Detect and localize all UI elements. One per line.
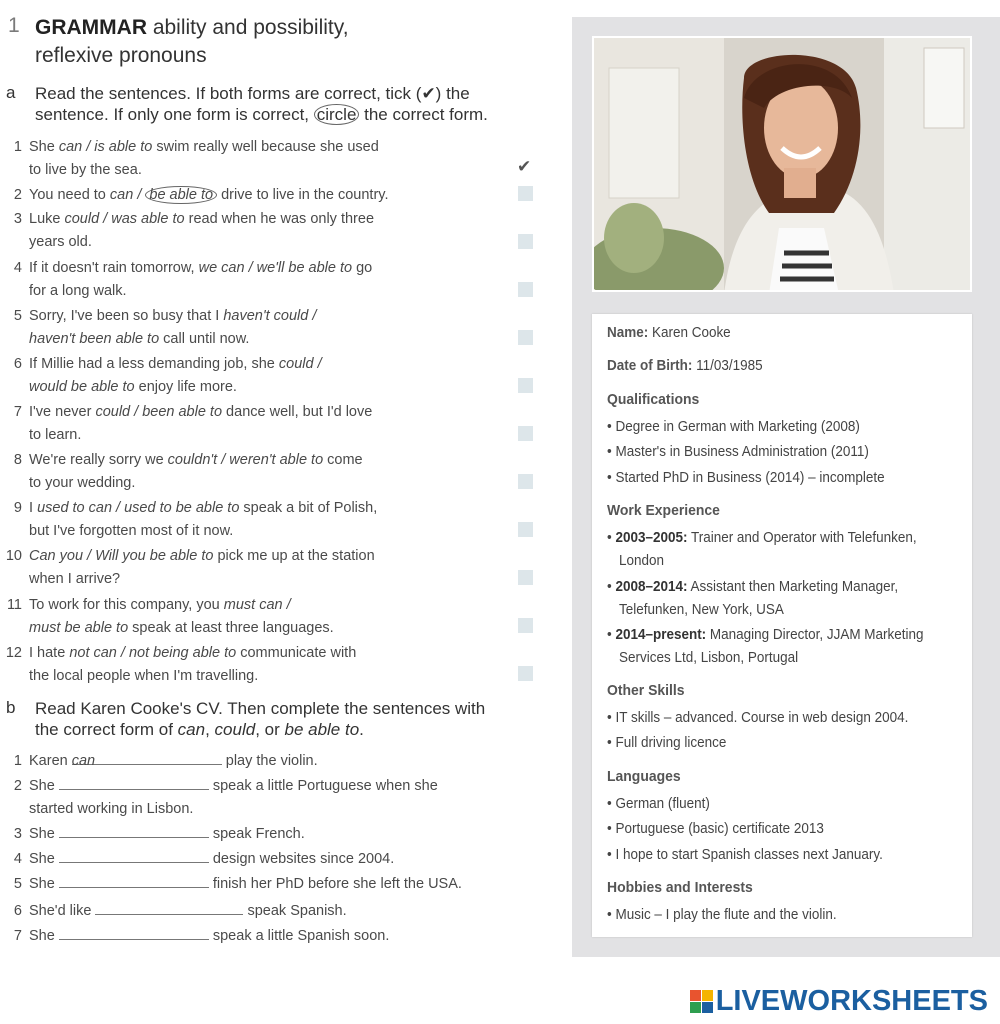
item-number: 2 [13,778,22,794]
bullet-text: Degree in German with Marketing (2008) [615,419,860,435]
item-line-2 [29,665,469,688]
plain-text: She [29,778,59,794]
plain-text: I hate [29,645,70,661]
item-line-2 [29,376,469,399]
bullet-icon: • [607,530,616,546]
word-be-able-to: be able to [284,720,360,739]
work-desc: Managing Director, JJAM Marketing [706,627,924,643]
item-number: 9 [13,500,22,516]
option-text: we can / we'll be able to [198,260,353,276]
plain-text: She [29,851,59,867]
work-item [607,579,898,595]
plain-text: She [29,876,59,892]
word-or: , or [255,720,285,739]
plain-text: She'd like [29,903,96,919]
option-text: haven't could / [223,308,317,324]
bullet-text: Portuguese (basic) certificate 2013 [615,821,824,837]
qualification-item [607,444,869,460]
part-b-letter: b [6,698,16,717]
option-text: must can / [223,597,291,613]
answer-blank[interactable] [59,823,209,838]
section-number: 1 [8,14,20,37]
part-b-instruction [35,698,545,740]
answer-blank[interactable] [95,900,243,915]
plain-text: Karen [29,753,72,769]
woman-portrait-image [594,38,972,292]
item-text [29,925,469,948]
answer-blank[interactable] [59,775,209,790]
item-number: 6 [13,356,22,372]
bullet-icon: • [607,847,616,863]
work-item-line2: London [619,553,665,569]
tick-box[interactable] [518,378,533,393]
plain-text: If it doesn't rain tomorrow, [29,260,199,276]
plain-text: speak a little Spanish soon. [208,928,390,944]
bullet-icon: • [607,470,616,486]
item-number: 8 [13,452,22,468]
tick-box[interactable] [518,234,533,249]
cv-dob-value: 11/03/1985 [692,358,763,374]
item-text [29,305,469,351]
circled-option: be able to [145,186,217,204]
tick-box[interactable] [518,282,533,297]
plain-text: to your wedding. [29,475,136,491]
cv-name-value: Karen Cooke [648,325,731,341]
option-text: haven't been able to [29,331,160,347]
part-b-instruction-line2: the correct form of [35,720,178,739]
part-b-instruction-line1: Read Karen Cooke's CV. Then complete the sentences with [35,699,486,718]
item-text [29,136,469,182]
plain-text: speak at least three languages. [128,620,334,636]
skills-heading: Other Skills [607,682,685,699]
part-a-instruction-line1: Read the sentences. If both forms are correct, tick (✔) the [35,84,470,103]
tick-box[interactable] [518,186,533,201]
bullet-text: IT skills – advanced. Course in web design 2004. [615,710,909,726]
part-a-letter: a [6,83,16,102]
work-item [607,627,924,643]
item-line-1 [29,353,469,376]
option-text: could / was able to [64,211,185,227]
plain-text: design websites since 2004. [208,851,395,867]
option-text: could / been able to [95,404,223,420]
option-text: can / is able to [58,139,153,155]
option-text: must be able to [29,620,129,636]
item-line-2 [29,472,469,495]
item-line-1 [29,775,469,798]
skill-item [607,710,908,726]
tick-box[interactable] [518,474,533,489]
period: . [359,720,364,739]
answer-blank[interactable] [59,925,209,940]
bullet-icon: • [607,444,616,460]
plain-text: I [29,500,38,516]
work-item-line2: Services Ltd, Lisbon, Portugal [619,650,799,666]
option-text: would be able to [29,379,135,395]
work-item-line2: Telefunken, New York, USA [619,602,784,618]
plain-text: She [29,928,59,944]
item-line-2 [29,280,469,303]
option-text: could / [278,356,322,372]
logo-square-1 [690,990,701,1001]
plain-text: for a long walk. [29,283,127,299]
bullet-text: German (fluent) [615,796,710,812]
section-title-line2: reflexive pronouns [35,44,207,67]
item-number: 4 [13,851,22,867]
item-line-2 [29,520,469,543]
logo-squares-icon [690,990,713,1013]
item-line-2 [29,798,469,821]
tick-icon: ✔ [517,157,532,176]
item-line-1 [29,136,469,159]
comma: , [205,720,215,739]
hobbies-heading: Hobbies and Interests [607,879,753,896]
item-text [29,848,469,871]
item-line-1 [29,184,469,207]
item-text [29,594,469,640]
part-a-instruction [35,83,545,125]
plain-text: speak a bit of Polish, [239,500,378,516]
item-text [29,900,469,923]
plain-text: Luke [29,211,65,227]
item-text [29,545,469,591]
item-number: 6 [13,903,22,919]
bullet-icon: • [607,907,616,923]
item-text [29,823,469,846]
item-text [29,750,469,773]
section-title-bold: GRAMMAR [35,16,147,39]
item-line-2 [29,568,469,591]
cv-name-label: Name: [607,325,649,341]
item-number: 4 [13,260,22,276]
plain-text: to learn. [29,427,82,443]
bullet-icon: • [607,627,616,643]
plain-text: If Millie had a less demanding job, she [29,356,279,372]
bullet-icon: • [607,821,616,837]
work-years: 2003–2005: [615,530,688,546]
bullet-text: I hope to start Spanish classes next January. [615,847,883,863]
item-line-1 [29,642,469,665]
tick-box[interactable] [518,426,533,441]
bullet-icon: • [607,796,616,812]
circle-word: circle [314,104,360,125]
option-text: Can you / Will you be able to [29,548,214,564]
plain-text: I've never [29,404,96,420]
plain-text: finish her PhD before she left the USA. [208,876,462,892]
plain-text: pick me up at the station [213,548,375,564]
plain-text: speak Spanish. [243,903,347,919]
plain-text: To work for this company, you [29,597,224,613]
profile-photo [592,36,972,292]
item-text [29,184,469,207]
plain-text: come [323,452,363,468]
plain-text: read when he was only three [184,211,375,227]
tick-box[interactable] [518,330,533,345]
option-text: used to can / used to be able to [37,500,240,516]
plain-text: swim really well because she used [152,139,379,155]
tick-box[interactable] [518,618,533,633]
item-line-1 [29,401,469,424]
liveworksheets-logo[interactable] [690,985,988,1018]
item-number: 2 [13,187,22,203]
item-line-2 [29,231,469,254]
bullet-text: Master's in Business Administration (2011) [615,444,869,460]
item-line-1 [29,449,469,472]
plain-text: speak French. [208,826,305,842]
plain-text: drive to live in the country. [217,187,389,203]
bullet-text: Music – I play the flute and the violin. [615,907,837,923]
answer-blank[interactable] [71,750,222,769]
item-number: 1 [13,139,22,155]
item-line-2 [29,424,469,447]
section-title [35,14,455,70]
tick-box[interactable] [518,666,533,681]
work-item [607,530,917,546]
item-text [29,642,469,688]
plain-text: She [29,826,59,842]
item-number: 12 [5,645,22,661]
logo-square-2 [702,990,713,1001]
cv-name [607,325,731,341]
language-item [607,796,710,812]
item-line-1 [29,900,469,923]
item-text [29,257,469,303]
item-line-1 [29,497,469,520]
item-number: 7 [13,404,22,420]
logo-square-3 [690,1002,701,1013]
option-text: can / [109,187,146,203]
qualification-item [607,470,885,486]
bullet-icon: • [607,735,616,751]
plain-text: communicate with [236,645,357,661]
language-item [607,847,883,863]
item-number: 3 [13,211,22,227]
word-can: can [177,720,206,739]
item-text [29,497,469,543]
skill-item [607,735,726,751]
section-title-rest: ability and possibility, [152,16,349,39]
work-desc: Trainer and Operator with Telefunken, [687,530,917,546]
part-a-instruction-line2-end: the correct form. [359,105,488,124]
work-years: 2008–2014: [615,579,688,595]
option-text: couldn't / weren't able to [167,452,324,468]
tick-box[interactable] [518,570,533,585]
bullet-icon: • [607,579,616,595]
item-text [29,873,469,896]
item-line-1 [29,305,469,328]
part-a-instruction-line2: sentence. If only one form is correct, [35,105,314,124]
bullet-text: Full driving licence [615,735,727,751]
plain-text: She [29,139,59,155]
plain-text: speak a little Portuguese when she [208,778,438,794]
plain-text: the local people when I'm travelling. [29,668,259,684]
item-line-1 [29,873,469,896]
word-could: could [214,720,256,739]
bullet-text: Started PhD in Business (2014) – incomplete [615,470,885,486]
plain-text: Sorry, I've been so busy that I [29,308,224,324]
item-line-1 [29,823,469,846]
item-line-1 [29,925,469,948]
plain-text: call until now. [159,331,250,347]
item-line-2 [29,617,469,640]
item-number: 5 [13,876,22,892]
tick-box[interactable] [518,522,533,537]
item-text [29,775,469,821]
plain-text: but I've forgotten most of it now. [29,523,234,539]
plain-text: You need to [29,187,110,203]
plain-text: to live by the sea. [29,162,142,178]
item-text [29,401,469,447]
languages-heading: Languages [607,768,681,785]
qualifications-heading: Qualifications [607,391,700,408]
item-line-2 [29,159,469,182]
answer-blank[interactable] [59,848,209,863]
plain-text: started working in Lisbon. [29,801,194,817]
work-heading: Work Experience [607,502,720,519]
plain-text: years old. [29,234,92,250]
item-line-1 [29,208,469,231]
logo-square-4 [702,1002,713,1013]
logo-text: LIVEWORKSHEETS [715,985,988,1017]
item-line-2 [29,328,469,351]
item-number: 7 [13,928,22,944]
bullet-icon: • [607,710,616,726]
answer-text: can [71,753,96,769]
item-line-1 [29,594,469,617]
cv-dob [607,358,763,374]
plain-text: dance well, but I'd love [222,404,373,420]
item-number: 11 [6,597,22,613]
qualification-item [607,419,860,435]
work-desc: Assistant then Marketing Manager, [687,579,899,595]
item-line-1 [29,750,469,773]
item-number: 10 [5,548,22,564]
item-line-1 [29,545,469,568]
item-text [29,208,469,254]
item-text [29,353,469,399]
plain-text: We're really sorry we [29,452,168,468]
option-text: not can / not being able to [69,645,237,661]
plain-text: play the violin. [221,753,318,769]
item-number: 5 [13,308,22,324]
cv-dob-label: Date of Birth: [607,358,693,374]
hobby-item [607,907,837,923]
item-line-1 [29,848,469,871]
plain-text: go [352,260,373,276]
answer-blank[interactable] [59,873,209,888]
work-years: 2014–present: [615,627,707,643]
plain-text: enjoy life more. [134,379,237,395]
item-text [29,449,469,495]
bullet-icon: • [607,419,616,435]
language-item [607,821,824,837]
item-number: 1 [13,753,22,769]
item-number: 3 [13,826,22,842]
item-line-1 [29,257,469,280]
plain-text: when I arrive? [29,571,121,587]
